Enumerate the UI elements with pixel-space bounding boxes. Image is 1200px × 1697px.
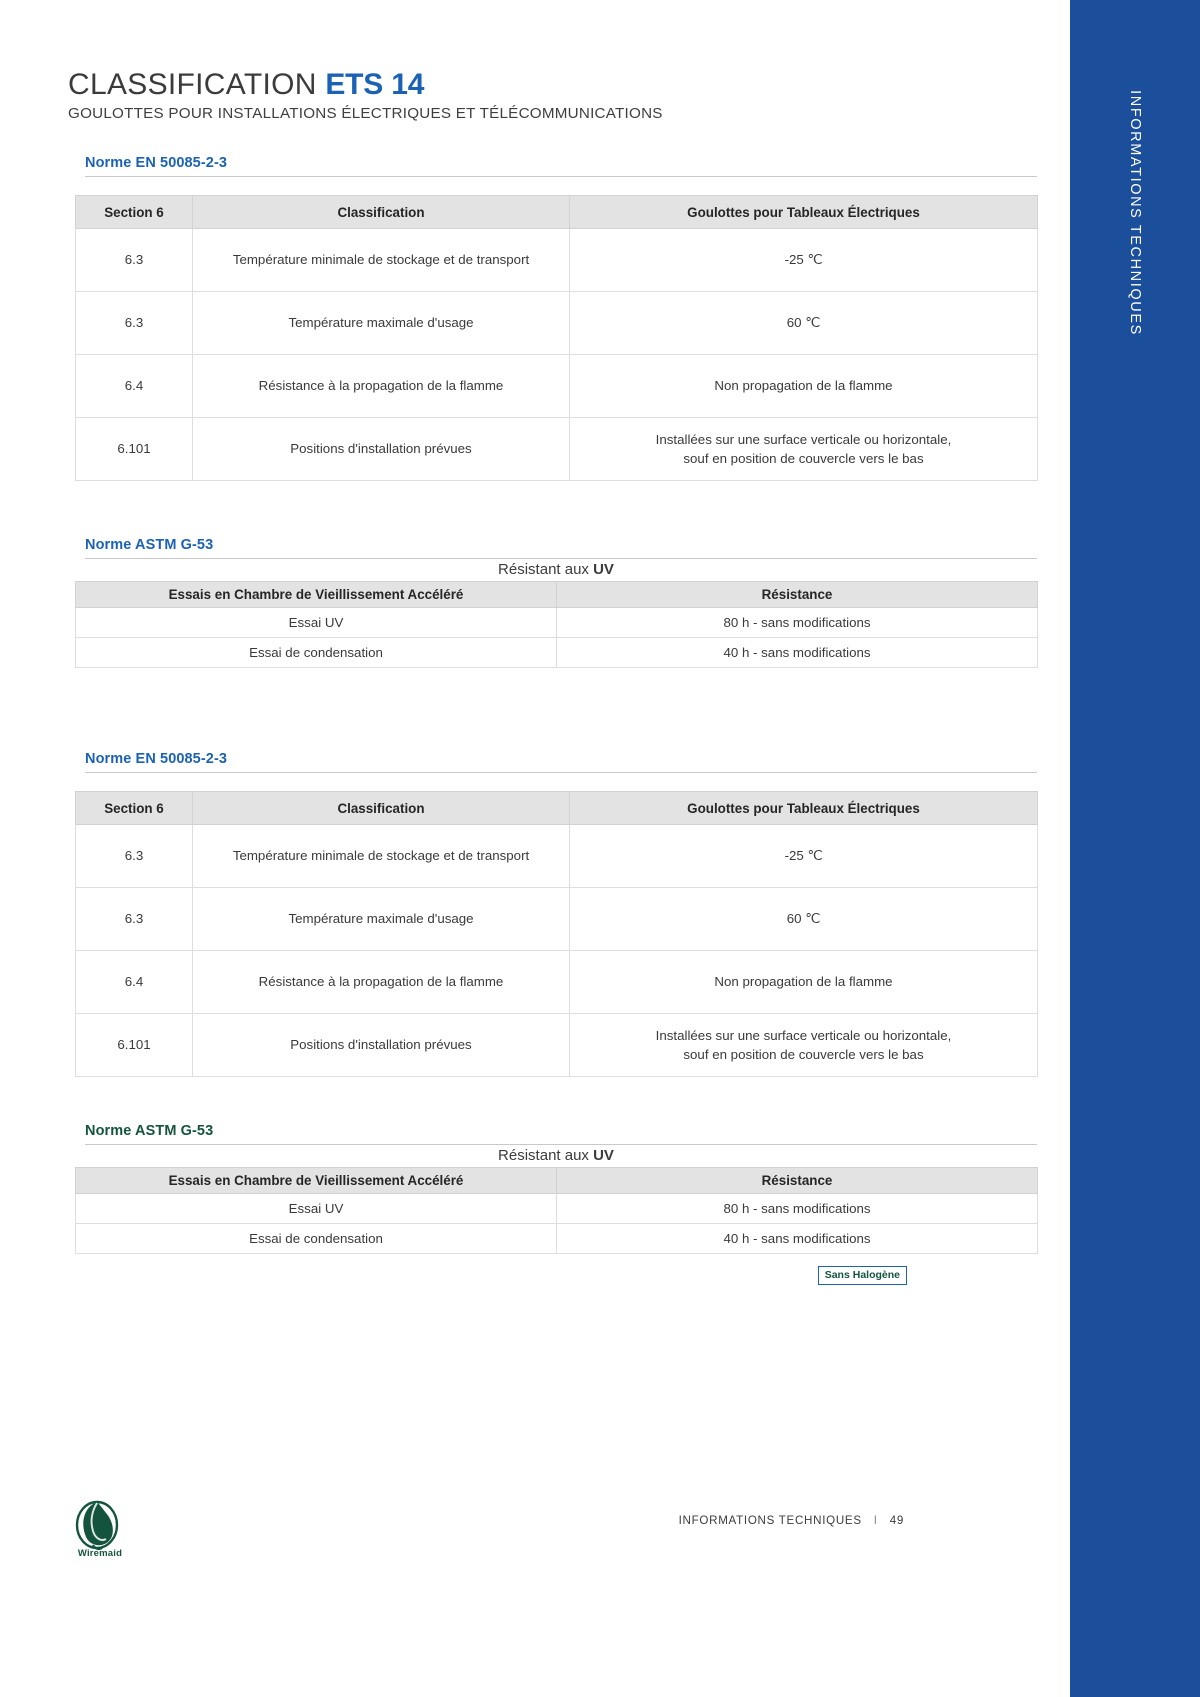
footer-section-label: INFORMATIONS TECHNIQUES [678, 1514, 862, 1527]
cell-value-line2: souf en position de couvercle vers le bas [683, 451, 924, 466]
cell-value-line1: 60 ℃ [786, 911, 821, 927]
page-subtitle: GOULOTTES POUR INSTALLATIONS ÉLECTRIQUES ET TÉLÉCOMMUNICATIONS [68, 105, 663, 122]
table-header-cell-classification: Classification [193, 792, 570, 825]
cell-value-line1: 60 ℃ [786, 315, 821, 331]
cell-value [570, 888, 1038, 951]
cell-resistance: 80 h - sans modifications [557, 1194, 1038, 1224]
table-uv-1 [75, 581, 1038, 668]
footer-page-number: 49 [889, 1514, 904, 1527]
table-uv-2 [75, 1167, 1038, 1254]
table-header-cell-resistance: Résistance [557, 582, 1038, 608]
table-header-row [76, 196, 1038, 229]
table-row [76, 888, 1038, 951]
table-row [76, 292, 1038, 355]
page-title [68, 68, 424, 102]
table-header-cell-goulottes: Goulottes pour Tableaux Électriques [570, 792, 1038, 825]
cell-section: 6.3 [76, 292, 193, 355]
section-heading-label: Norme ASTM G-53 [85, 537, 214, 553]
cell-value [570, 1014, 1038, 1077]
table-header-cell-section: Section 6 [76, 792, 193, 825]
cell-value [570, 951, 1038, 1014]
table-header-cell-goulottes: Goulottes pour Tableaux Électriques [570, 196, 1038, 229]
cell-section: 6.101 [76, 418, 193, 481]
table-row [76, 638, 1038, 668]
wiremaid-logo-wordmark: Wiremaid [77, 1548, 123, 1559]
uv-caption-strong: UV [593, 1147, 614, 1164]
section-heading-rule [85, 176, 1037, 177]
section-heading-norme-astm-1 [85, 536, 1037, 559]
cell-section: 6.101 [76, 1014, 193, 1077]
table-row [76, 355, 1038, 418]
cell-value-line1: Installées sur une surface verticale ou horizontale, [655, 431, 952, 447]
cell-value-line1: Installées sur une surface verticale ou horizontale, [655, 1027, 952, 1043]
cell-classification: Positions d'installation prévues [193, 1014, 570, 1077]
table-row [76, 1224, 1038, 1254]
cell-section: 6.3 [76, 229, 193, 292]
side-tab-label: INFORMATIONS TECHNIQUES [1127, 90, 1143, 336]
cell-classification: Température minimale de stockage et de transport [193, 229, 570, 292]
cell-resistance: 40 h - sans modifications [557, 1224, 1038, 1254]
table-header-cell-resistance: Résistance [557, 1168, 1038, 1194]
cell-test: Essai UV [76, 1194, 557, 1224]
cell-section: 6.3 [76, 888, 193, 951]
cell-classification: Positions d'installation prévues [193, 418, 570, 481]
section-heading-rule [85, 1144, 1037, 1145]
table-row [76, 1014, 1038, 1077]
section-heading-norme-astm-2 [85, 1122, 1037, 1145]
page-title-main: CLASSIFICATION [68, 68, 317, 101]
cell-value [570, 292, 1038, 355]
section-heading-norme-en-2 [85, 750, 1037, 773]
section-heading-label: Norme EN 50085-2-3 [85, 751, 228, 767]
side-tab [1070, 0, 1200, 1697]
table-row [76, 608, 1038, 638]
cell-classification: Température maximale d'usage [193, 292, 570, 355]
cell-test: Essai de condensation [76, 638, 557, 668]
side-tab-inner [1070, 0, 1200, 1697]
table-row [76, 951, 1038, 1014]
cell-section: 6.3 [76, 825, 193, 888]
table-header-row [76, 582, 1038, 608]
table-header-cell-classification: Classification [193, 196, 570, 229]
table-header-cell-section: Section 6 [76, 196, 193, 229]
section-heading-rule [85, 772, 1037, 773]
table-row [76, 825, 1038, 888]
status-badge-sans-halogene: Sans Halogène [818, 1266, 907, 1285]
table-en-2 [75, 791, 1038, 1077]
section-heading-label: Norme ASTM G-53 [85, 1123, 214, 1139]
cell-classification: Résistance à la propagation de la flamme [193, 355, 570, 418]
cell-test: Essai UV [76, 608, 557, 638]
cell-value-line1: -25 ℃ [784, 252, 823, 268]
table-en-1 [75, 195, 1038, 481]
cell-value-line1: -25 ℃ [784, 848, 823, 864]
cell-test: Essai de condensation [76, 1224, 557, 1254]
cell-resistance: 80 h - sans modifications [557, 608, 1038, 638]
table-header-row [76, 1168, 1038, 1194]
cell-section: 6.4 [76, 951, 193, 1014]
table-row [76, 418, 1038, 481]
cell-value-line1: Non propagation de la flamme [714, 974, 893, 990]
cell-value [570, 229, 1038, 292]
table-row [76, 229, 1038, 292]
page-title-accent: ETS 14 [325, 68, 425, 101]
uv-caption-1 [75, 561, 1037, 578]
cell-value [570, 825, 1038, 888]
table-header-row [76, 792, 1038, 825]
cell-section: 6.4 [76, 355, 193, 418]
uv-caption-strong: UV [593, 561, 614, 578]
uv-caption-prefix: Résistant aux [498, 1147, 594, 1164]
cell-classification: Résistance à la propagation de la flamme [193, 951, 570, 1014]
cell-resistance: 40 h - sans modifications [557, 638, 1038, 668]
table-row [76, 1194, 1038, 1224]
cell-value-line2: souf en position de couvercle vers le bas [683, 1047, 924, 1062]
table-header-cell-essais: Essais en Chambre de Vieillissement Accéléré [76, 582, 557, 608]
footer [679, 1514, 904, 1527]
cell-classification: Température minimale de stockage et de transport [193, 825, 570, 888]
cell-classification: Température maximale d'usage [193, 888, 570, 951]
section-heading-rule [85, 558, 1037, 559]
uv-caption-2 [75, 1147, 1037, 1164]
uv-caption-prefix: Résistant aux [498, 561, 594, 578]
cell-value [570, 418, 1038, 481]
section-heading-label: Norme EN 50085-2-3 [85, 155, 228, 171]
footer-separator: I [873, 1514, 878, 1527]
cell-value [570, 355, 1038, 418]
cell-value-line1: Non propagation de la flamme [714, 378, 893, 394]
section-heading-norme-en-1 [85, 154, 1037, 177]
table-header-cell-essais: Essais en Chambre de Vieillissement Accéléré [76, 1168, 557, 1194]
